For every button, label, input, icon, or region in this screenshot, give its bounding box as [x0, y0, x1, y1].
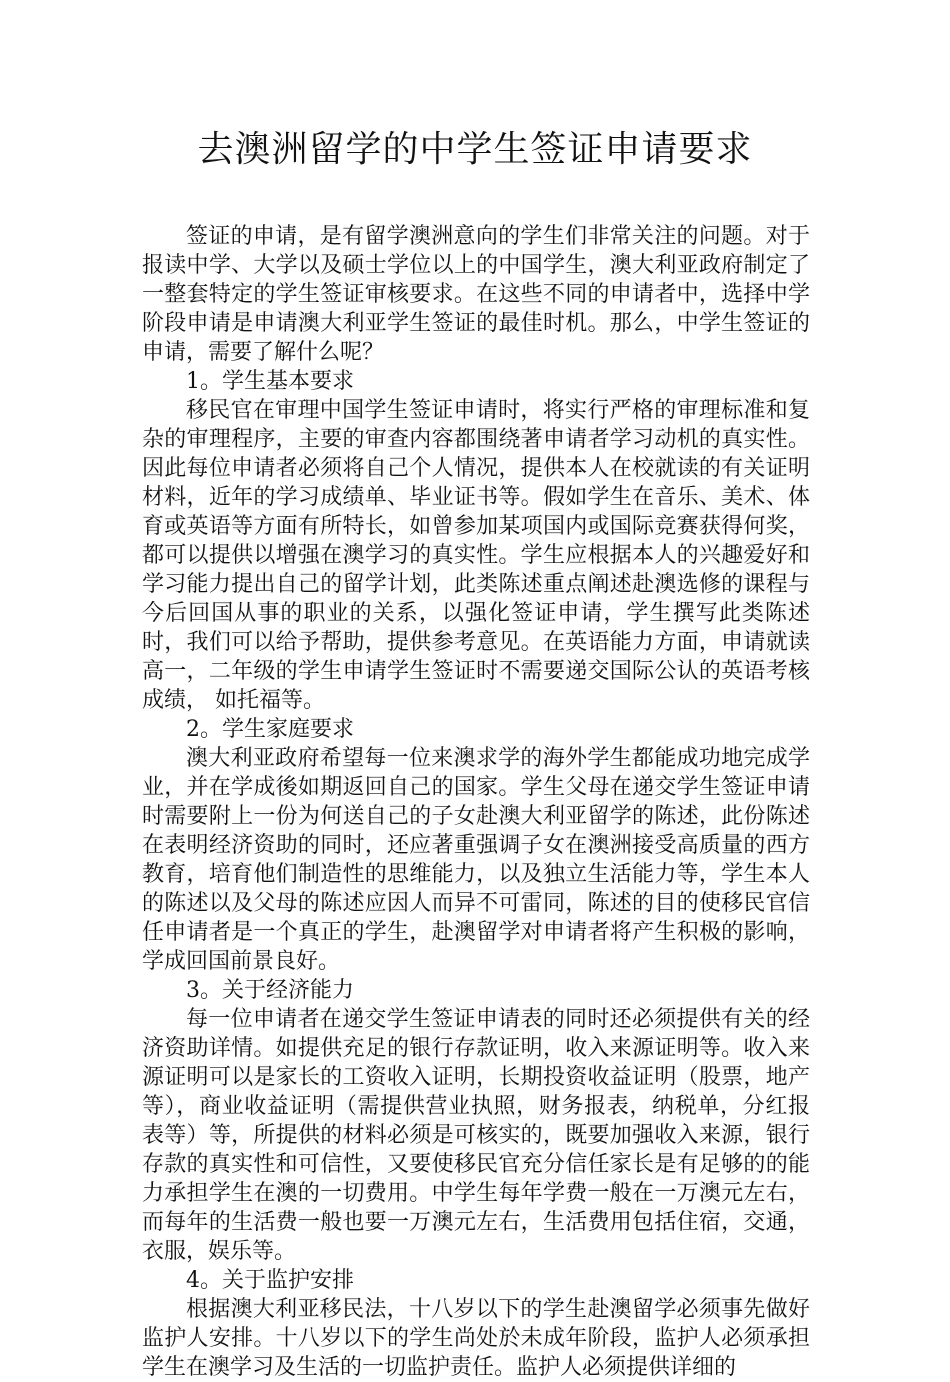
section-heading-guardianship: 4。关于监护安排	[186, 1268, 354, 1293]
section-heading-financial-capacity: 3。关于经济能力	[186, 978, 354, 1003]
section-heading-basic-requirements: 1。学生基本要求	[186, 369, 354, 394]
paragraph-guardianship: 根据澳大利亚移民法，十八岁以下的学生赴澳留学必须事先做好监护人安排。十八岁以下的学生尚处於未成年阶段，监护人必须承担学生在澳学习及生活的一切监护责任。监护人必须提供详细的	[142, 1297, 810, 1380]
paragraph-family-requirements: 澳大利亚政府希望每一位来澳求学的海外学生都能成功地完成学业，并在学成後如期返回自己的国家。学生父母在递交学生签证申请时需要附上一份为何送自己的子女赴澳大利亚留学的陈述，此份陈述在表明经济资助的同时，还应著重强调子女在澳洲接受高质量的西方教育，培育他们制造性的思维能力，以及独立生活能力等，学生本人的陈述以及父母的陈述应因人而异不可雷同，陈述的目的使移民官信任申请者是一个真正的学生，赴澳留学对申请者将产生积极的影响，学成回国前景良好。	[142, 746, 810, 974]
intro-paragraph: 签证的申请，是有留学澳洲意向的学生们非常关注的问题。对于报读中学、大学以及硕士学位以上的中国学生，澳大利亚政府制定了一整套特定的学生签证审核要求。在这些不同的申请者中，选择中学阶段申请是申请澳大利亚学生签证的最佳时机。那么，中学生签证的申请，需要了解什么呢？	[142, 224, 810, 365]
document-body	[142, 222, 810, 1382]
paragraph-basic-requirements: 移民官在审理中国学生签证申请时，将实行严格的审理标准和复杂的审理程序，主要的审查内容都围绕著申请者学习动机的真实性。因此每位申请者必须将自己个人情况，提供本人在校就读的有关证明材料，近年的学习成绩单、毕业证书等。假如学生在音乐、美术、体育或英语等方面有所特长，如曾参加某项国内或国际竞赛获得何奖，都可以提供以增强在澳学习的真实性。学生应根据本人的兴趣爱好和学习能力提出自己的留学计划，此类陈述重点阐述赴澳选修的课程与今后回国从事的职业的关系，以强化签证申请，学生撰写此类陈述时，我们可以给予帮助，提供参考意见。在英语能力方面，申请就读高一，二年级的学生申请学生签证时不需要递交国际公认的英语考核成绩， 如托福等。	[142, 398, 810, 713]
paragraph-financial-capacity: 每一位申请者在递交学生签证申请表的同时还必须提供有关的经济资助详情。如提供充足的银行存款证明，收入来源证明等。收入来源证明可以是家长的工资收入证明，长期投资收益证明（股票，地产等），商业收益证明（需提供营业执照，财务报表，纳税单，分红报表等）等，所提供的材料必须是可核实的，既要加强收入来源，银行存款的真实性和可信性，又要使移民官充分信任家长是有足够的的能力承担学生在澳的一切费用。中学生每年学费一般在一万澳元左右，而每年的生活费一般也要一万澳元左右，生活费用包括住宿，交通，衣服，娱乐等。	[142, 1007, 810, 1264]
section-heading-family-requirements: 2。学生家庭要求	[186, 717, 354, 742]
document-title: 去澳洲留学的中学生签证申请要求	[197, 129, 753, 170]
